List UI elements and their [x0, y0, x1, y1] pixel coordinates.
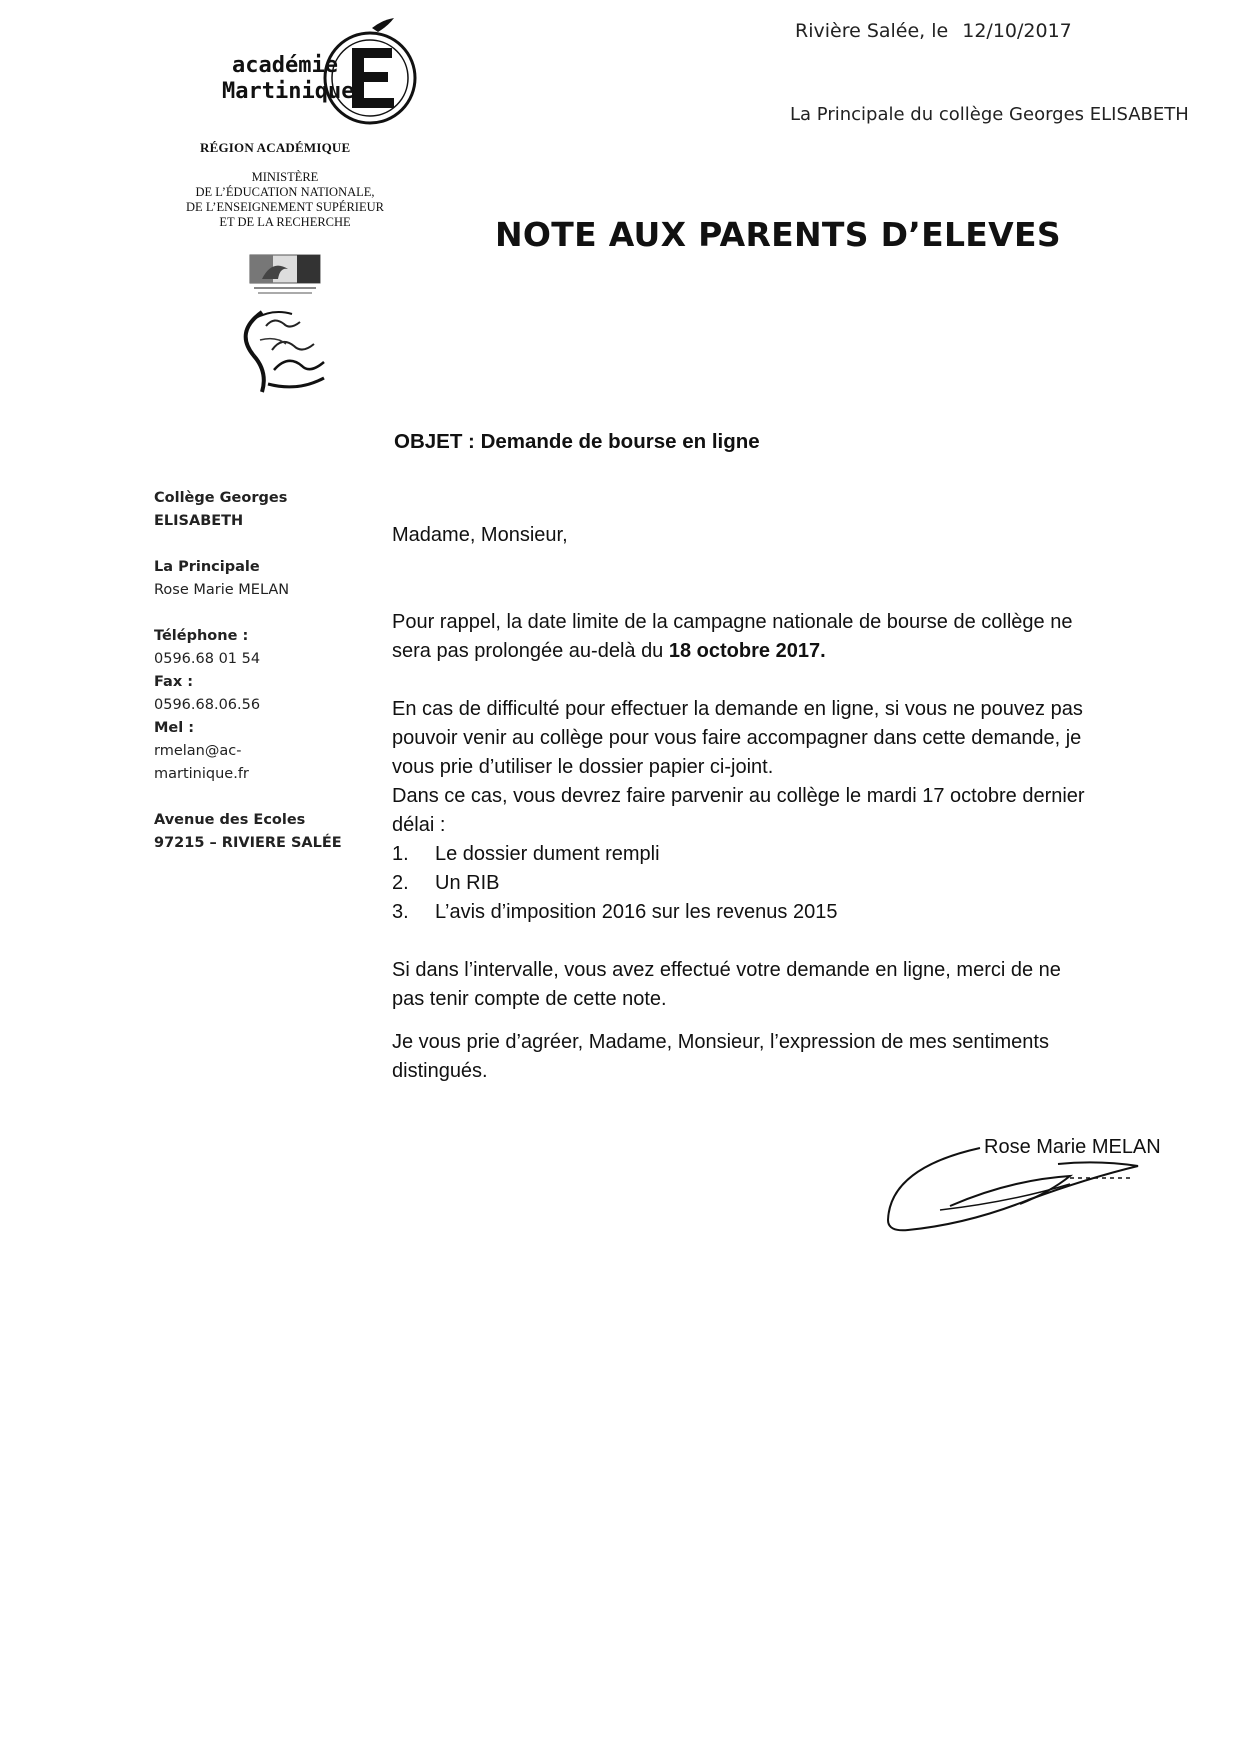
list-text: L’avis d’imposition 2016 sur les revenus 2015 [435, 901, 838, 923]
paragraph-1-line-1: Pour rappel, la date limite de la campagne nationale de bourse de collège ne [392, 611, 1073, 633]
paragraph-3-line-1: Dans ce cas, vous devrez faire parvenir au collège le mardi 17 octobre dernier [392, 785, 1085, 807]
list-text: Le dossier dument rempli [435, 843, 660, 865]
list-item [392, 869, 1192, 898]
principal-name: Rose Marie MELAN [154, 582, 290, 598]
letter-subject: OBJET : Demande de bourse en ligne [394, 430, 760, 453]
date: 12/10/2017 [962, 20, 1072, 42]
address-line1: Avenue des Ecoles [154, 812, 306, 828]
college-name-line1: Collège Georges [154, 490, 288, 506]
phone-value: 0596.68 01 54 [154, 651, 261, 667]
college-name-line2: ELISABETH [154, 513, 244, 529]
college-logo [232, 300, 344, 400]
fax-label: Fax : [154, 674, 194, 690]
ministere-line: DE L’ÉDUCATION NATIONALE, [195, 185, 375, 199]
ministere-block [160, 170, 410, 230]
phone-label: Téléphone : [154, 628, 249, 644]
letter-body [392, 521, 1192, 1086]
ministere-line: MINISTÈRE [251, 170, 319, 184]
paragraph-2-line-3: vous prie d’utiliser le dossier papier ci-joint. [392, 756, 774, 778]
place-date [795, 20, 1072, 42]
paragraph-3-line-2: délai : [392, 814, 446, 836]
salutation: Madame, Monsieur, [392, 524, 568, 546]
paragraph-1-line-2 [392, 637, 1192, 666]
mail-label: Mel : [154, 720, 195, 736]
sidebar-contact [154, 487, 354, 855]
ministere-line: DE L’ENSEIGNEMENT SUPÉRIEUR [186, 200, 384, 214]
paragraph-4-line-2: pas tenir compte de cette note. [392, 988, 667, 1010]
list-number: 2. [392, 872, 409, 894]
martinique-word: Martinique [222, 79, 355, 104]
fax-value: 0596.68.06.56 [154, 697, 261, 713]
region-academique: RÉGION ACADÉMIQUE [200, 140, 351, 155]
list-number: 1. [392, 843, 409, 865]
required-documents-list [392, 840, 1192, 927]
page-title: NOTE AUX PARENTS D’ELEVES [495, 215, 1061, 254]
closing-line-2: distingués. [392, 1060, 488, 1082]
closing-line-1: Je vous prie d’agréer, Madame, Monsieur, l’expression de mes sentiments [392, 1031, 1049, 1053]
signatory-name: Rose Marie MELAN [984, 1136, 1161, 1158]
address-line2: 97215 – RIVIERE SALÉE [154, 835, 342, 851]
paragraph-2-line-2: pouvoir venir au collège pour vous faire accompagner dans cette demande, je [392, 727, 1082, 749]
mail-value-line2: martinique.fr [154, 766, 249, 782]
academie-martinique-logo [220, 10, 420, 130]
list-number: 3. [392, 901, 409, 923]
mail-value-line1: rmelan@ac- [154, 743, 242, 759]
academie-word: académie [232, 53, 338, 78]
marianne-logo [248, 253, 322, 297]
list-item [392, 898, 1192, 927]
deadline-date: 18 octobre 2017. [668, 640, 826, 662]
ministere-line: ET DE LA RECHERCHE [219, 215, 351, 229]
role-label: La Principale [154, 559, 260, 575]
principal-line: La Principale du collège Georges ELISABETH [790, 104, 1189, 125]
list-text: Un RIB [435, 872, 500, 894]
paragraph-4-line-1: Si dans l’intervalle, vous avez effectué votre demande en ligne, merci de ne [392, 959, 1061, 981]
paragraph-2-line-1: En cas de difficulté pour effectuer la demande en ligne, si vous ne pouvez pas [392, 698, 1083, 720]
list-item [392, 840, 1192, 869]
place: Rivière Salée, le [795, 20, 949, 42]
paragraph-1-text: sera pas prolongée au-delà du [392, 640, 664, 662]
